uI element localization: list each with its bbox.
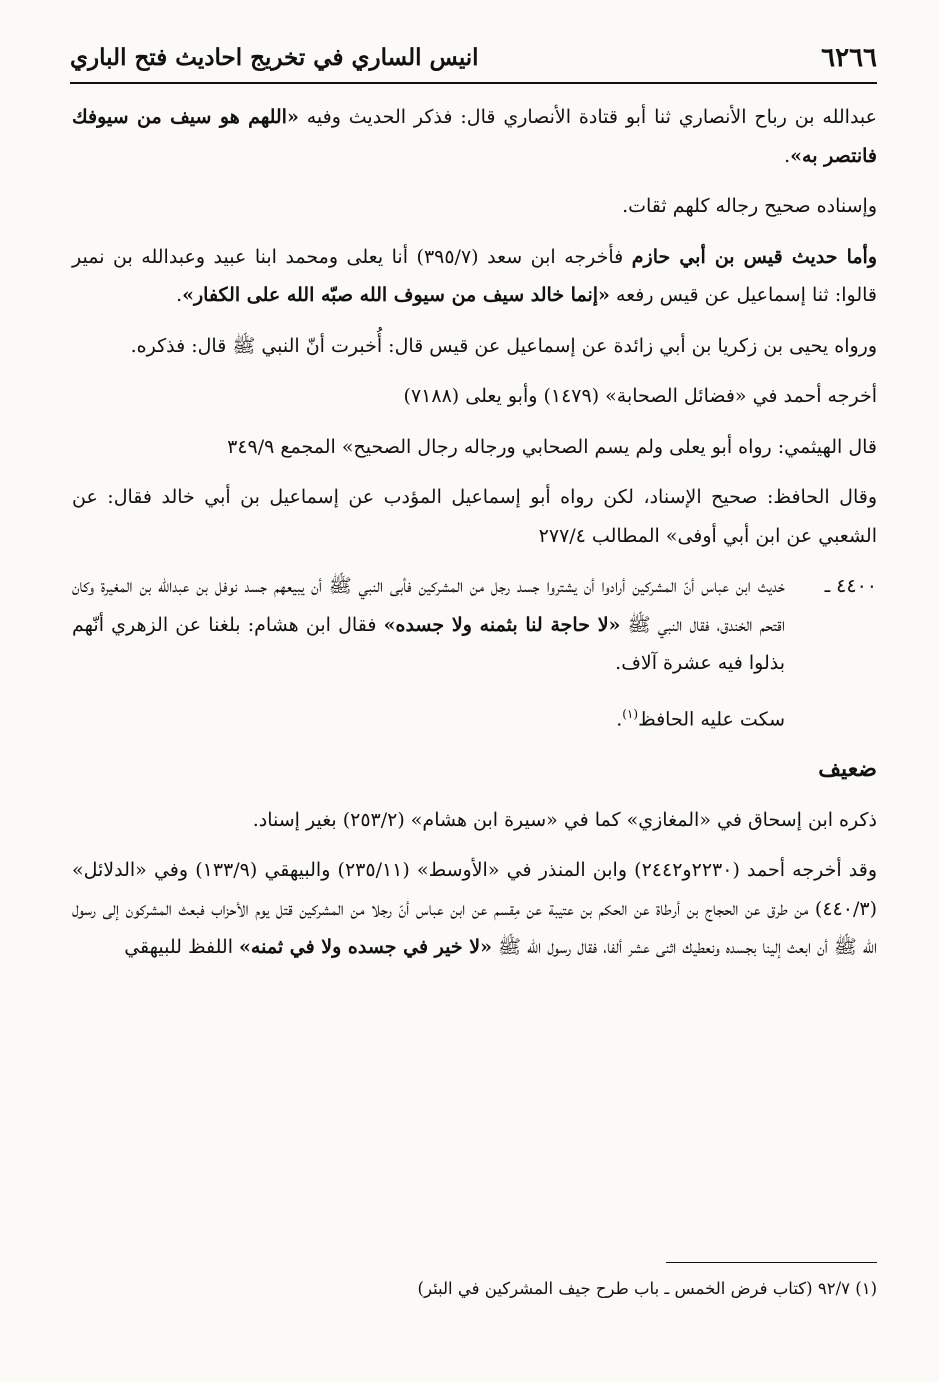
paragraph: أخرجه أحمد في «فضائل الصحابة» (١٤٧٩) وأبو يعلى (٧١٨٨) xyxy=(403,385,877,407)
text-run: خديث ابن عباس أنّ المشركين أرادوا أن يشتروا جسد رجل من المشركين فأبى النبي ﷺ أن يبيعهم جسد نوفل بن عبدالله بن المغيرة وكان اقتحم الخندق، فقال النبي ﷺ xyxy=(72,575,786,636)
page-header xyxy=(70,38,877,78)
hadith-number: ٤٤٠٠ ـ xyxy=(824,575,877,597)
hadith-text xyxy=(72,567,785,683)
paragraph xyxy=(72,98,877,175)
paragraph: ذكره ابن إسحاق في «المغازي» كما في «سيرة ابن هشام» (٢٥٣/٢) بغير إسناد. xyxy=(252,808,877,831)
text-run: عبدالله بن رباح الأنصاري ثنا أبو قتادة الأنصاري قال: فذكر الحديث وفيه xyxy=(298,106,877,128)
text-run: فقال ابن هشام: بلغنا عن الزهري أنّهم بذلوا فيه عشرة آلاف. xyxy=(72,613,785,674)
text-run: . xyxy=(176,284,183,306)
footnote: (١) ٩٢/٧ (كتاب فرض الخمس ـ باب طرح جيف المشركين في البئر) xyxy=(417,1279,877,1298)
text-run: . xyxy=(616,707,623,730)
hadith-quote: «إنما خالد سيف من سيوف الله صبّه الله على الكفار» xyxy=(182,284,610,306)
hadith-quote: «اللهم هو سيف من سيوفك فانتصر به» xyxy=(72,106,877,167)
header-rule xyxy=(70,82,877,84)
running-title: انيس الساري في تخريج احاديث فتح الباري xyxy=(70,44,479,71)
hadith-quote: «لا خير في جسده ولا في ثمنه» xyxy=(239,936,492,959)
text-run: وقد أخرجه أحمد (٢٢٣٠و٢٤٤٢) وابن المنذر في «الأوسط» (٢٣٥/١١) والبيهقي (١٣٣/٩) وفي «الدلائل» (٤٤٠/٣) من طرق عن الحجاج بن أرطاة عن الحكم بن عتيبة عن مِقسم عن ابن عباس أنّ رجلا من المشركين قتل يوم الأحزاب فبعث المشركون إلى رسول الله ﷺ أن ابعث إلينا بجسده ونعطيك اثنى عشر ألفا، فقال رسول الله ﷺ xyxy=(72,859,877,959)
paragraph: وقال الحافظ: صحيح الإسناد، لكن رواه أبو إسماعيل المؤدب عن إسماعيل بن أبي خالد فقال: عن الشعبي عن ابن أبي أوفى» المطالب ٢٧٧/٤ xyxy=(72,486,877,547)
text-run: فأخرجه ابن سعد (٣٩٥/٧) أنا يعلى ومحمد ابنا عبيد وعبدالله بن نمير قالوا: ثنا إسماعيل عن قيس رفعه xyxy=(72,245,877,306)
paragraph: قال الهيثمي: رواه أبو يعلى ولم يسم الصحابي ورجاله رجال الصحيح» المجمع ٣٤٩/٩ xyxy=(227,435,877,458)
paragraph xyxy=(72,851,877,967)
hadith-note xyxy=(72,695,785,739)
page-number: ٦٢٦٦ xyxy=(821,43,877,73)
text-run: اللفظ للبيهقي xyxy=(124,936,240,959)
paragraph xyxy=(72,238,877,315)
paragraph: وإسناده صحيح رجاله كلهم ثقات. xyxy=(622,195,877,217)
grading-label: ضعيف xyxy=(818,756,877,783)
footnote-rule xyxy=(666,1262,877,1263)
hadith-entry xyxy=(72,567,877,738)
hadith-quote: «لا حاجة لنا بثمنه ولا جسده» xyxy=(383,613,621,636)
footnote-marker: (١) xyxy=(622,706,639,721)
main-text xyxy=(72,98,877,979)
paragraph: ورواه يحيى بن زكريا بن أبي زائدة عن إسماعيل عن قيس قال: أُخبرت أنّ النبي ﷺ قال: فذكره. xyxy=(130,334,877,357)
section-lead: وأما حديث قيس بن أبي حازم xyxy=(631,245,877,268)
text-run: سكت عليه الحافظ xyxy=(638,707,785,730)
text-run: . xyxy=(784,144,791,167)
